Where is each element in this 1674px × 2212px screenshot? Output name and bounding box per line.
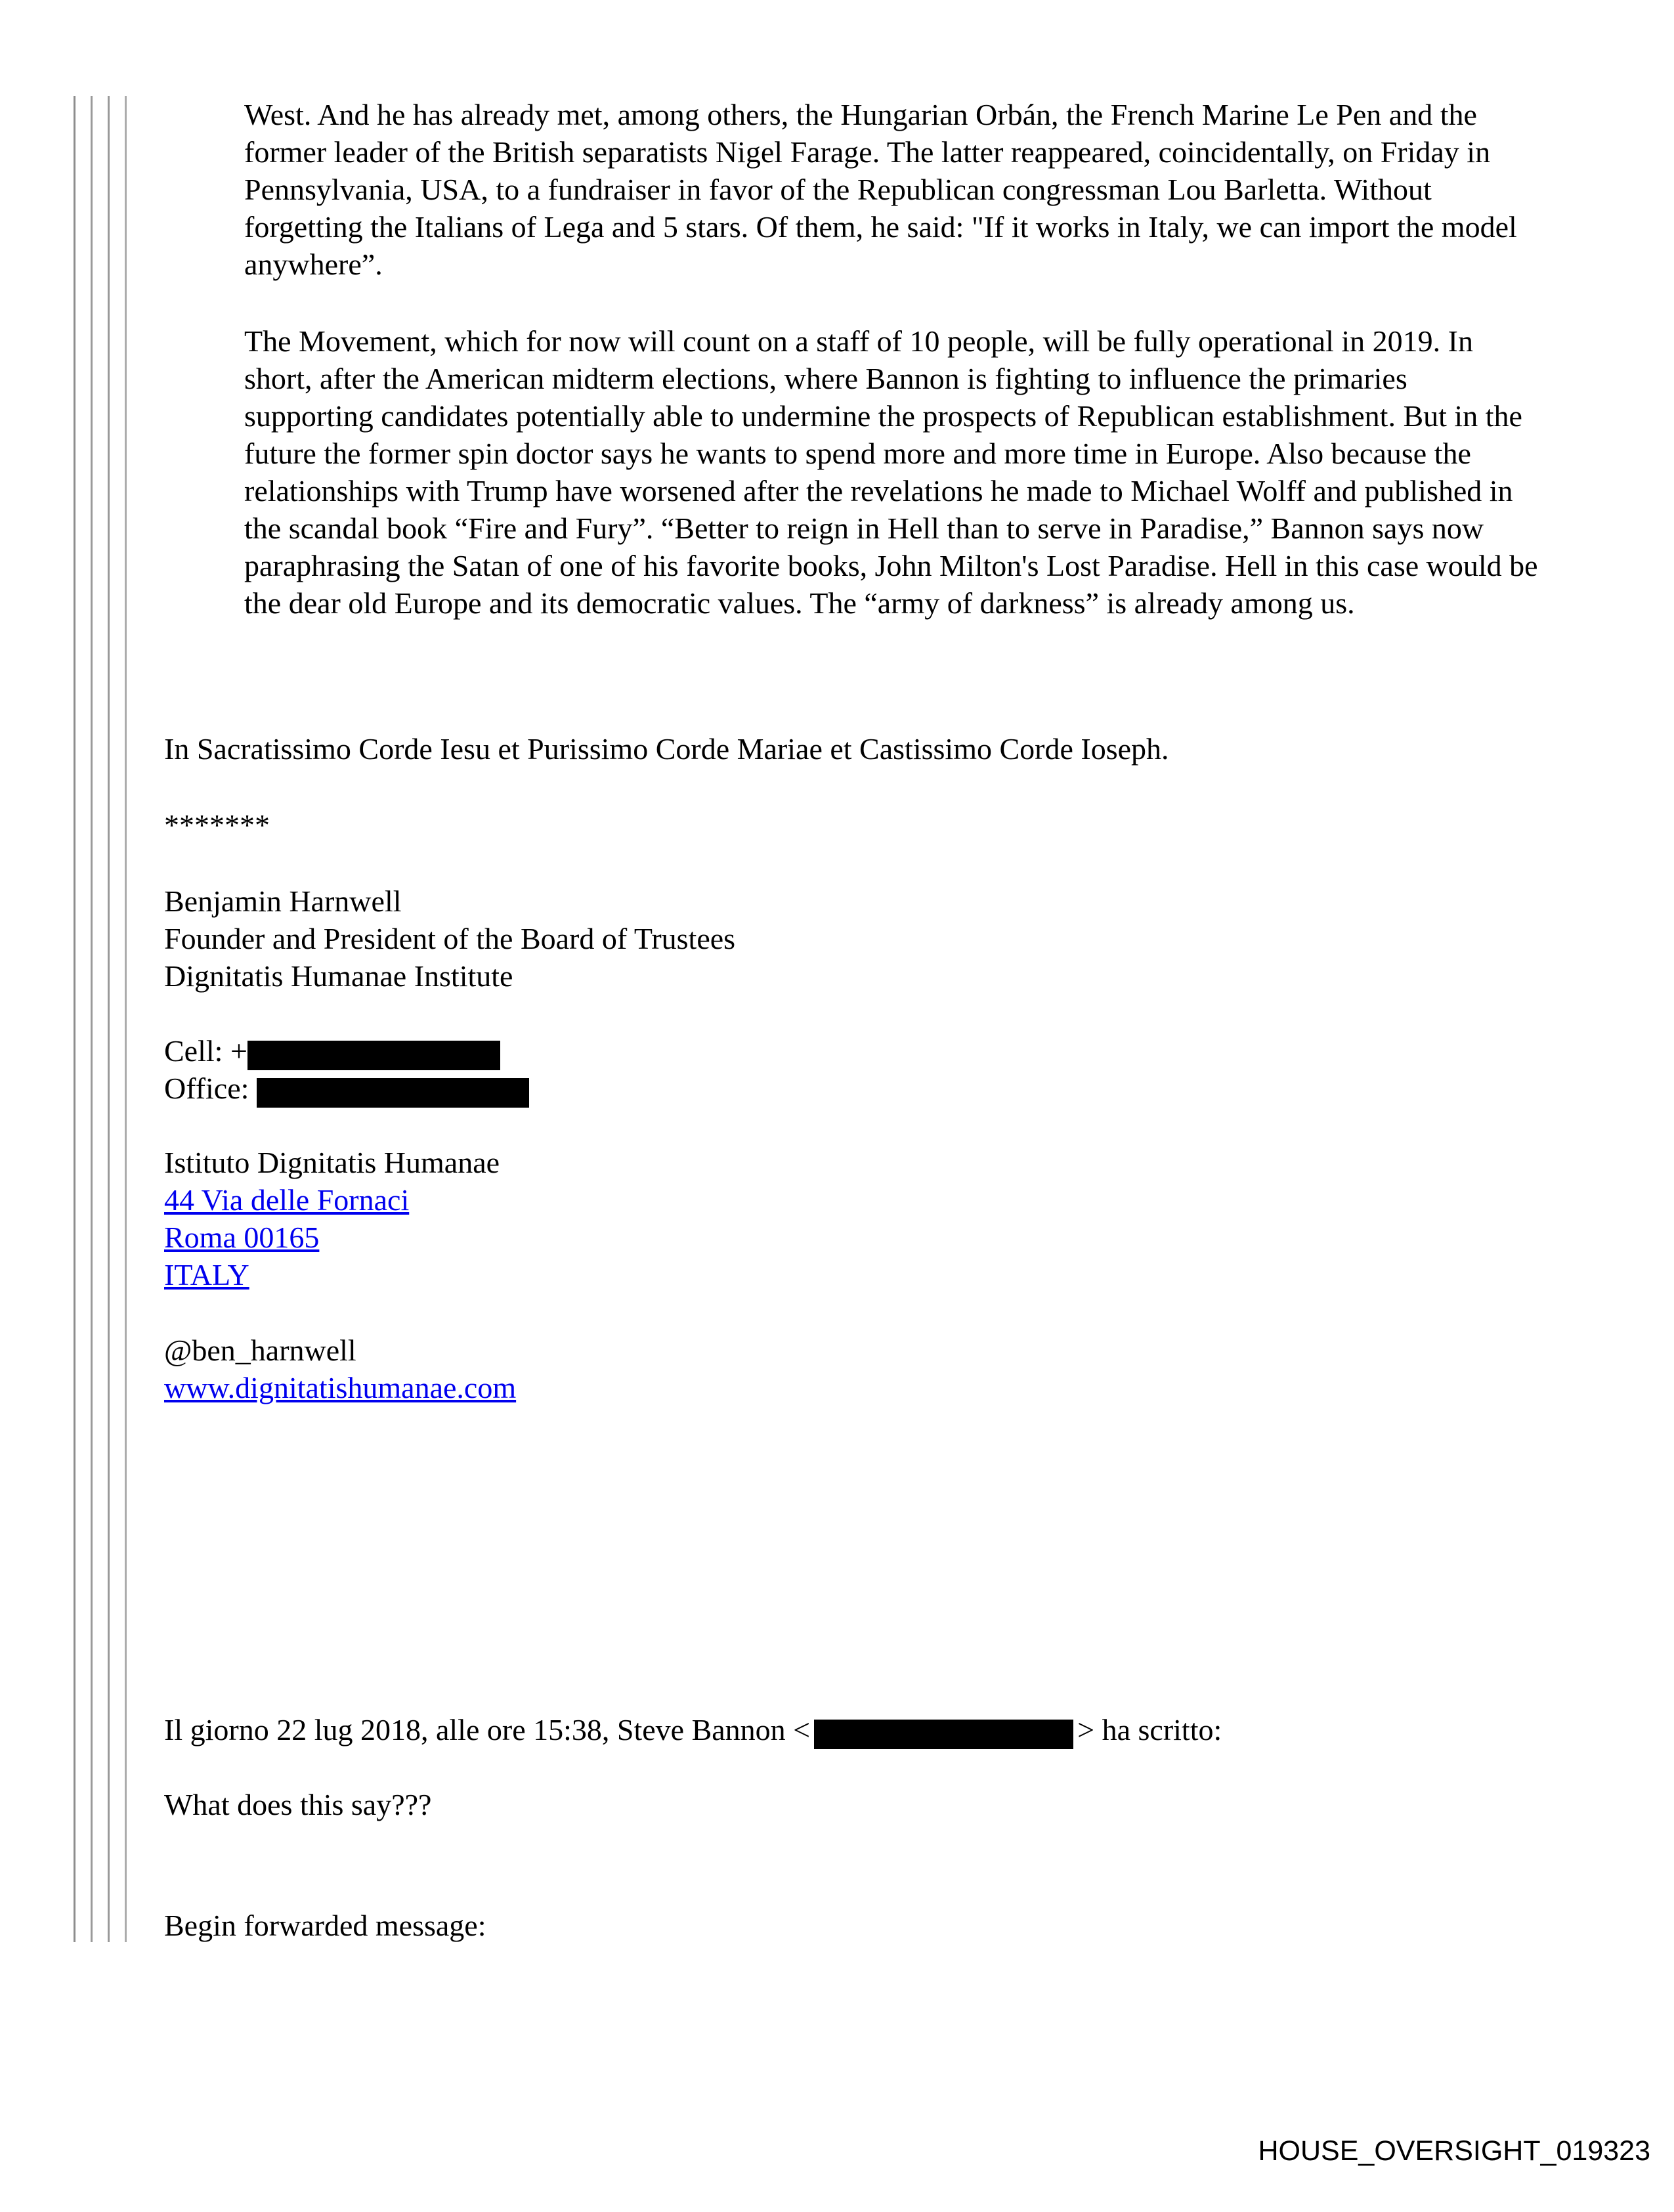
- cell-phone-line: [164, 1032, 529, 1070]
- address-street-link[interactable]: 44 Via delle Fornaci: [164, 1183, 410, 1217]
- institute-address-block: [164, 1144, 500, 1293]
- redaction-bar: [247, 1041, 500, 1070]
- quote-level-bars: [74, 96, 133, 1942]
- signature-separator: *******: [164, 808, 270, 842]
- address-city-link[interactable]: Roma 00165: [164, 1221, 320, 1254]
- office-label: Office:: [164, 1072, 257, 1105]
- bates-number: HOUSE_OVERSIGHT_019323: [1258, 2135, 1650, 2167]
- quote-bar: [91, 96, 93, 1942]
- reply-attribution-line: [164, 1711, 1543, 1748]
- quote-bar: [74, 96, 75, 1942]
- redaction-bar: [257, 1078, 529, 1108]
- office-phone-line: [164, 1070, 529, 1107]
- quote-bar: [108, 96, 110, 1942]
- latin-closing-line: In Sacratissimo Corde Iesu et Purissimo Corde Mariae et Castissimo Corde Ioseph.: [164, 732, 1169, 766]
- reply-attribution-prefix: Il giorno 22 lug 2018, alle ore 15:38, Steve Bannon <: [164, 1713, 811, 1746]
- contact-block: [164, 1032, 529, 1107]
- forwarded-message-notice: Begin forwarded message:: [164, 1909, 486, 1942]
- website-link[interactable]: www.dignitatishumanae.com: [164, 1371, 517, 1404]
- quoted-paragraph: The Movement, which for now will count on a staff of 10 people, will be fully operational in 2019. In short, after the American midterm elections, where Bannon is fighting to influence the primaries supporting candidates potentially able to undermine the prospects of Republican establishment. But in the future the former spin doctor says he wants to spend more and more time in Europe. Also because the relationships with Trump have worsened after the revelations he made to Michael Wolff and published in the scandal book “Fire and Fury”. “Better to reign in Hell than to serve in Paradise,” Bannon says now paraphrasing the Satan of one of his favorite books, John Milton's Lost Paradise. Hell in this case would be the dear old Europe and its democratic values. The “army of darkness” is already among us.: [244, 324, 1538, 620]
- signature-name: Benjamin Harnwell: [164, 884, 402, 918]
- address-country-link[interactable]: ITALY: [164, 1258, 249, 1291]
- signature-block: [164, 882, 735, 995]
- quoted-email-body: [244, 96, 1544, 661]
- redaction-bar: [814, 1720, 1073, 1749]
- signature-organization: Dignitatis Humanae Institute: [164, 959, 513, 993]
- social-block: [164, 1332, 516, 1406]
- cell-label: Cell: +: [164, 1034, 247, 1068]
- question-line: What does this say???: [164, 1788, 432, 1821]
- institute-name: Istituto Dignitatis Humanae: [164, 1146, 500, 1179]
- twitter-handle: @ben_harnwell: [164, 1334, 356, 1367]
- signature-title: Founder and President of the Board of Trustees: [164, 922, 736, 955]
- quoted-paragraph: West. And he has already met, among others, the Hungarian Orbán, the French Marine Le Pen and the former leader of the British separatists Nigel Farage. The latter reappeared, coincidentally, on Friday in Pennsylvania, USA, to a fundraiser in favor of the Republican congressman Lou Barletta. Without forgetting the Italians of Lega and 5 stars. Of them, he said: "If it works in Italy, we can import the model anywhere”.: [244, 98, 1517, 281]
- reply-attribution-suffix: > ha scritto:: [1077, 1713, 1222, 1746]
- quote-bar: [125, 96, 127, 1942]
